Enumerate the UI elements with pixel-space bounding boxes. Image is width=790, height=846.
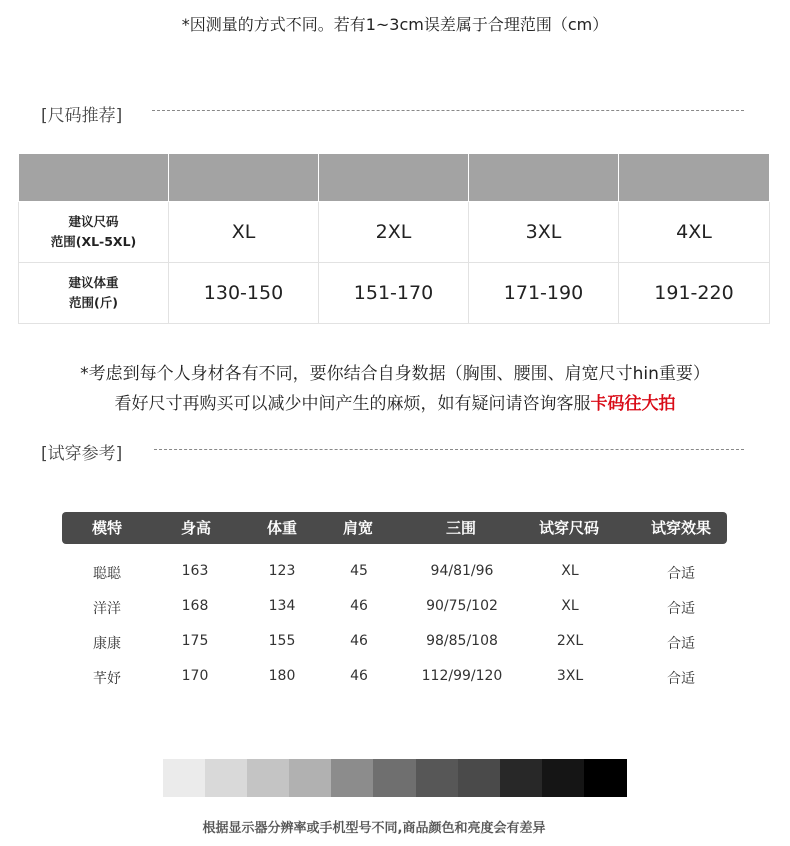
header-model: 模特 — [91, 519, 122, 537]
display-disclaimer: 根据显示器分辨率或手机型号不同,商品颜色和亮度会有差异 — [202, 821, 546, 836]
fit-advice-text: 看好尺寸再购买可以减少中间产生的麻烦，如有疑问请咨询客服 — [114, 394, 591, 414]
size-cell: 3XL — [469, 202, 619, 263]
color-swatch — [247, 759, 290, 797]
fit-advice-line2 — [0, 389, 790, 414]
table-cell: 168 — [181, 598, 209, 614]
table-cell: 合适 — [667, 601, 695, 617]
table-cell: 163 — [181, 563, 209, 579]
table-cell: 合适 — [667, 566, 695, 582]
header-height: 身高 — [180, 519, 211, 537]
table-cell: 芊妤 — [93, 671, 121, 687]
table-cell: 94/81/96 — [430, 563, 494, 579]
color-swatch — [500, 759, 543, 797]
table-cell: 洋洋 — [93, 601, 121, 617]
table-row — [19, 202, 770, 263]
divider-dashed — [152, 110, 744, 111]
row-label-line: 范围(XL-5XL) — [50, 234, 137, 249]
table-cell: 170 — [181, 668, 209, 684]
table-cell: 合适 — [667, 636, 695, 652]
table-cell: 46 — [350, 668, 368, 684]
size-cell: 2XL — [319, 202, 469, 263]
weight-cell: 130-150 — [169, 263, 319, 324]
try-on-table-header — [62, 512, 727, 544]
table-cell: 180 — [268, 668, 296, 684]
row-label-weight — [19, 263, 169, 324]
header-trial-effect: 试穿效果 — [650, 519, 711, 537]
header-measurements: 三围 — [445, 519, 476, 537]
row-label-line: 建议尺码 — [68, 214, 119, 229]
table-cell: 98/85/108 — [426, 633, 498, 649]
table-cell: 合适 — [667, 671, 695, 687]
table-cell: 90/75/102 — [426, 598, 498, 614]
table-header-row — [19, 154, 770, 202]
color-swatch — [331, 759, 374, 797]
weight-cell: 171-190 — [469, 263, 619, 324]
color-swatch — [373, 759, 416, 797]
table-cell: 123 — [268, 563, 296, 579]
color-swatch — [584, 759, 627, 797]
row-label-line: 建议体重 — [68, 275, 119, 290]
table-cell: 46 — [350, 633, 368, 649]
table-cell: 聪聪 — [93, 566, 121, 582]
header-cell — [619, 154, 770, 202]
header-cell — [19, 154, 169, 202]
table-cell: 康康 — [93, 636, 121, 652]
table-cell: 45 — [350, 563, 368, 579]
color-swatch — [542, 759, 585, 797]
header-trial-size: 试穿尺码 — [538, 519, 599, 537]
table-row — [19, 263, 770, 324]
row-label-line: 范围(斤) — [69, 295, 118, 310]
color-swatch — [458, 759, 501, 797]
fit-advice-line1: *考虑到每个人身材各有不同，要你结合自身数据（胸围、腰围、肩宽尺寸hin重要） — [80, 364, 710, 384]
measurement-note: *因测量的方式不同。若有1~3cm误差属于合理范围（cm） — [181, 15, 609, 34]
table-cell: 3XL — [556, 668, 584, 684]
divider-dashed — [154, 449, 744, 450]
header-shoulder: 肩宽 — [342, 519, 373, 537]
weight-cell: 151-170 — [319, 263, 469, 324]
size-cell: XL — [169, 202, 319, 263]
row-label-size — [19, 202, 169, 263]
header-cell — [319, 154, 469, 202]
size-up-highlight: 卡码往大拍 — [590, 394, 676, 414]
section-title-size-recommend: [尺码推荐] — [41, 106, 123, 126]
header-cell — [469, 154, 619, 202]
table-cell: XL — [561, 563, 579, 579]
size-cell: 4XL — [619, 202, 770, 263]
table-cell: XL — [561, 598, 579, 614]
color-swatch — [289, 759, 332, 797]
weight-cell: 191-220 — [619, 263, 770, 324]
table-cell: 112/99/120 — [421, 668, 503, 684]
color-swatch — [205, 759, 248, 797]
color-swatch — [163, 759, 206, 797]
table-cell: 175 — [181, 633, 209, 649]
header-weight: 体重 — [266, 519, 297, 537]
table-cell: 134 — [268, 598, 296, 614]
table-cell: 155 — [268, 633, 296, 649]
header-cell — [169, 154, 319, 202]
table-cell: 46 — [350, 598, 368, 614]
size-recommend-table — [18, 153, 770, 324]
section-title-try-on: [试穿参考] — [41, 444, 123, 464]
table-cell: 2XL — [556, 633, 584, 649]
color-swatch — [416, 759, 459, 797]
